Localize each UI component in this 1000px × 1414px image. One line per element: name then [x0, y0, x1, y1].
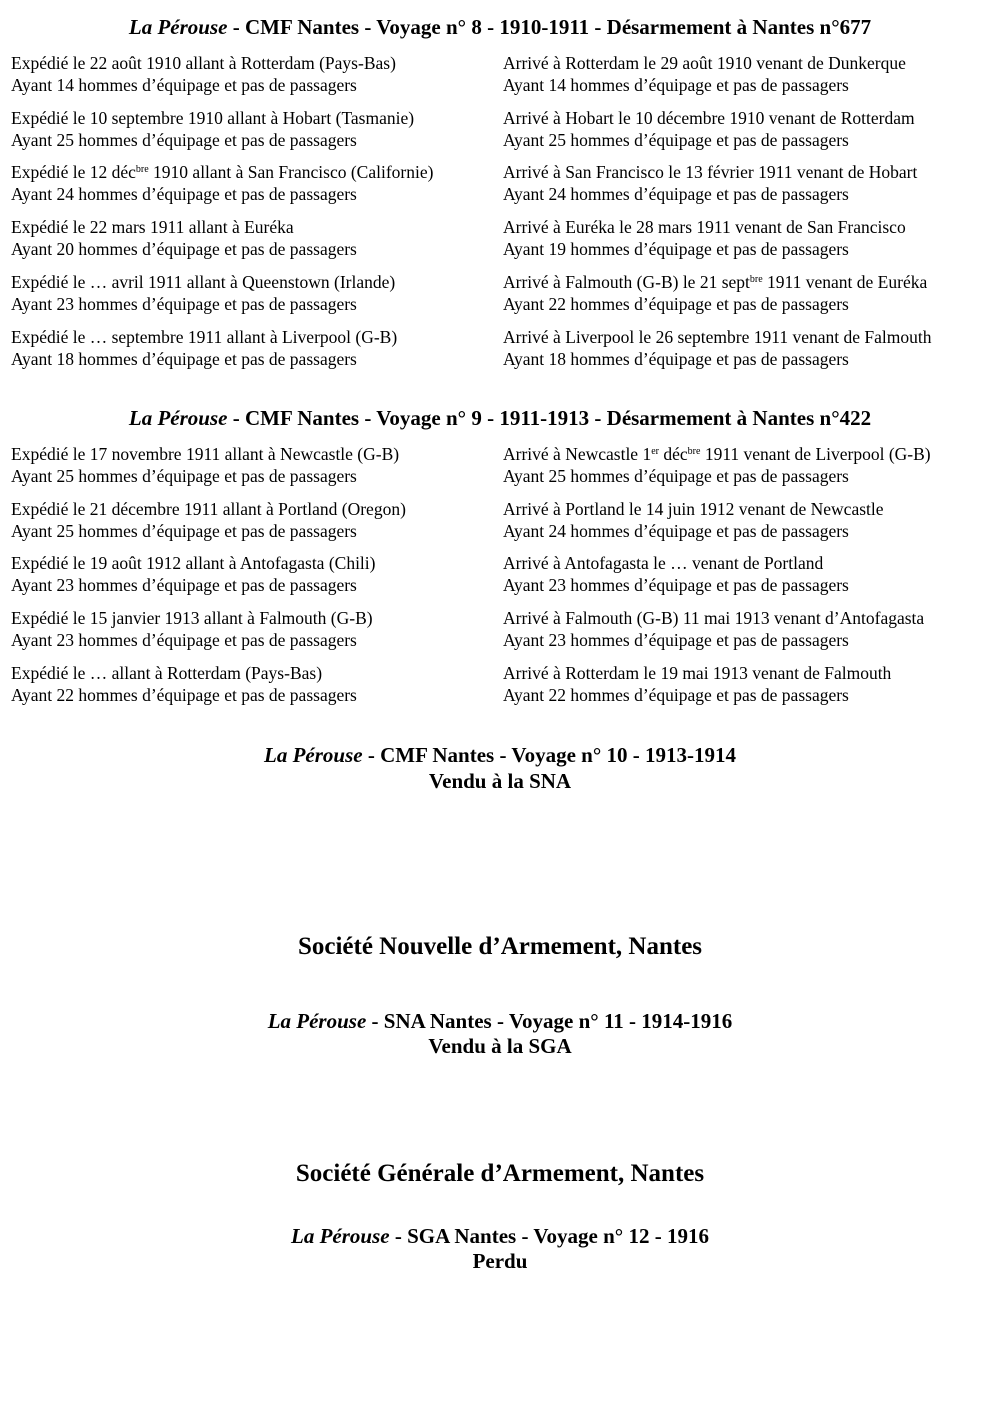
arrival-line: [503, 271, 927, 293]
departure-line: Expédié le 19 août 1912 allant à Antofagasta (Chili): [11, 553, 376, 573]
voyage-heading-text: - SGA Nantes - Voyage n° 12 - 1916: [389, 1224, 709, 1248]
arrival-line: Arrivé à Rotterdam le 29 août 1910 venant de Dunkerque: [503, 53, 906, 73]
crew-line: Ayant 18 hommes d’équipage et pas de passagers: [11, 349, 357, 369]
arrival-text: Arrivé à Newcastle 1: [503, 444, 652, 464]
crew-line: Ayant 25 hommes d’équipage et pas de passagers: [503, 130, 849, 150]
departure-line: [11, 161, 433, 183]
departure-line: Expédié le … septembre 1911 allant à Liverpool (G-B): [11, 327, 398, 347]
crew-line: Ayant 24 hommes d’équipage et pas de passagers: [503, 521, 849, 541]
arrival-text: 1911 venant de Liverpool (G-B): [700, 444, 931, 464]
crew-line: Ayant 23 hommes d’équipage et pas de passagers: [11, 294, 357, 314]
departure-text: Expédié le 12 déc: [11, 162, 136, 182]
arrival-line: Arrivé à Falmouth (G-B) 11 mai 1913 venant d’Antofagasta: [503, 608, 925, 628]
voyage-11-note: Vendu à la SGA: [428, 1034, 572, 1058]
arrival-entry: [503, 107, 915, 151]
voyage-12-title: [0, 1223, 1000, 1249]
voyage-heading-text: - CMF Nantes - Voyage n° 9 - 1911-1913 - Désarmement à Nantes n°422: [227, 406, 872, 430]
crew-line: Ayant 19 hommes d’équipage et pas de passagers: [503, 239, 849, 259]
departure-line: Expédié le … allant à Rotterdam (Pays-Bas): [11, 663, 323, 683]
arrival-entry: [503, 216, 906, 260]
arrival-entry: [503, 498, 884, 542]
arrival-entry: [503, 326, 931, 370]
departure-entry: [11, 552, 375, 596]
crew-line: Ayant 20 hommes d’équipage et pas de passagers: [11, 239, 357, 259]
crew-line: Ayant 22 hommes d’équipage et pas de passagers: [503, 685, 849, 705]
crew-line: Ayant 23 hommes d’équipage et pas de passagers: [11, 575, 357, 595]
voyage-10-title: [0, 742, 1000, 768]
arrival-line: Arrivé à San Francisco le 13 février 1911 venant de Hobart: [503, 162, 918, 182]
arrival-line: Arrivé à Hobart le 10 décembre 1910 venant de Rotterdam: [503, 108, 915, 128]
voyage-heading-text: - CMF Nantes - Voyage n° 8 - 1910-1911 - Désarmement à Nantes n°677: [227, 15, 872, 39]
departure-entry: [11, 216, 357, 260]
arrival-line: Arrivé à Antofagasta le … venant de Portland: [503, 553, 824, 573]
ship-name: La Pérouse: [264, 743, 363, 767]
arrival-text: Arrivé à Falmouth (G-B) le 21 sept: [503, 272, 750, 292]
departure-text: 1910 allant à San Francisco (Californie): [148, 162, 434, 182]
ordinal-sup: er: [651, 446, 659, 457]
month-abbrev-sup: bre: [749, 274, 763, 285]
departure-entry: [11, 271, 395, 315]
voyage-8-title: [0, 14, 1000, 40]
arrival-line: Arrivé à Portland le 14 juin 1912 venant de Newcastle: [503, 499, 884, 519]
departure-line: Expédié le 21 décembre 1911 allant à Portland (Oregon): [11, 499, 406, 519]
departure-line: Expédié le 22 mars 1911 allant à Euréka: [11, 217, 294, 237]
crew-line: Ayant 14 hommes d’équipage et pas de passagers: [503, 75, 849, 95]
voyage-heading-text: - CMF Nantes - Voyage n° 10 - 1913-1914: [362, 743, 736, 767]
crew-line: Ayant 24 hommes d’équipage et pas de passagers: [503, 184, 849, 204]
arrival-line: Arrivé à Liverpool le 26 septembre 1911 venant de Falmouth: [503, 327, 932, 347]
arrival-line: Arrivé à Rotterdam le 19 mai 1913 venant de Falmouth: [503, 663, 892, 683]
arrival-text: déc: [658, 444, 688, 464]
departure-entry: [11, 498, 406, 542]
arrival-entry: [503, 552, 849, 596]
crew-line: Ayant 14 hommes d’équipage et pas de passagers: [11, 75, 357, 95]
crew-line: Ayant 23 hommes d’équipage et pas de passagers: [503, 630, 849, 650]
crew-line: Ayant 22 hommes d’équipage et pas de passagers: [11, 685, 357, 705]
sna-company-heading: Société Nouvelle d’Armement, Nantes: [297, 933, 703, 960]
departure-entry: [11, 161, 433, 205]
arrival-entry: [503, 443, 931, 487]
departure-entry: [11, 107, 414, 151]
arrival-text: 1911 venant de Euréka: [762, 272, 928, 292]
arrival-line: Arrivé à Euréka le 28 mars 1911 venant de San Francisco: [503, 217, 906, 237]
sga-company-heading: Société Générale d’Armement, Nantes: [295, 1160, 705, 1187]
arrival-entry: [503, 161, 917, 205]
crew-line: Ayant 23 hommes d’équipage et pas de passagers: [503, 575, 849, 595]
voyage-12-note: Perdu: [472, 1249, 528, 1273]
arrival-entry: [503, 607, 924, 651]
arrival-entry: [503, 52, 906, 96]
arrival-entry: [503, 662, 891, 706]
voyage-11-title: [0, 1008, 1000, 1034]
crew-line: Ayant 23 hommes d’équipage et pas de passagers: [11, 630, 357, 650]
departure-entry: [11, 662, 357, 706]
departure-entry: [11, 443, 399, 487]
crew-line: Ayant 25 hommes d’équipage et pas de passagers: [11, 130, 357, 150]
departure-entry: [11, 326, 397, 370]
arrival-line: [503, 443, 931, 465]
ship-name: La Pérouse: [291, 1224, 390, 1248]
crew-line: Ayant 18 hommes d’équipage et pas de passagers: [503, 349, 849, 369]
crew-line: Ayant 25 hommes d’équipage et pas de passagers: [11, 466, 357, 486]
ship-name: La Pérouse: [128, 15, 228, 39]
departure-line: Expédié le 10 septembre 1910 allant à Hobart (Tasmanie): [11, 108, 415, 128]
crew-line: Ayant 24 hommes d’équipage et pas de passagers: [11, 184, 357, 204]
ship-name: La Pérouse: [267, 1009, 367, 1033]
departure-entry: [11, 52, 396, 96]
crew-line: Ayant 22 hommes d’équipage et pas de passagers: [503, 294, 849, 314]
crew-line: Ayant 25 hommes d’équipage et pas de passagers: [503, 466, 849, 486]
month-abbrev-sup: bre: [687, 446, 701, 457]
departure-line: Expédié le … avril 1911 allant à Queenstown (Irlande): [11, 272, 396, 292]
departure-line: Expédié le 15 janvier 1913 allant à Falmouth (G-B): [11, 608, 373, 628]
voyage-heading-text: - SNA Nantes - Voyage n° 11 - 1914-1916: [366, 1009, 733, 1033]
arrival-entry: [503, 271, 927, 315]
departure-line: Expédié le 17 novembre 1911 allant à Newcastle (G-B): [11, 444, 400, 464]
ship-name: La Pérouse: [128, 406, 228, 430]
voyage-10-note: Vendu à la SNA: [428, 769, 572, 793]
month-abbrev-sup: bre: [135, 164, 149, 175]
voyage-9-title: [0, 405, 1000, 431]
departure-entry: [11, 607, 373, 651]
crew-line: Ayant 25 hommes d’équipage et pas de passagers: [11, 521, 357, 541]
departure-line: Expédié le 22 août 1910 allant à Rotterdam (Pays-Bas): [11, 53, 396, 73]
